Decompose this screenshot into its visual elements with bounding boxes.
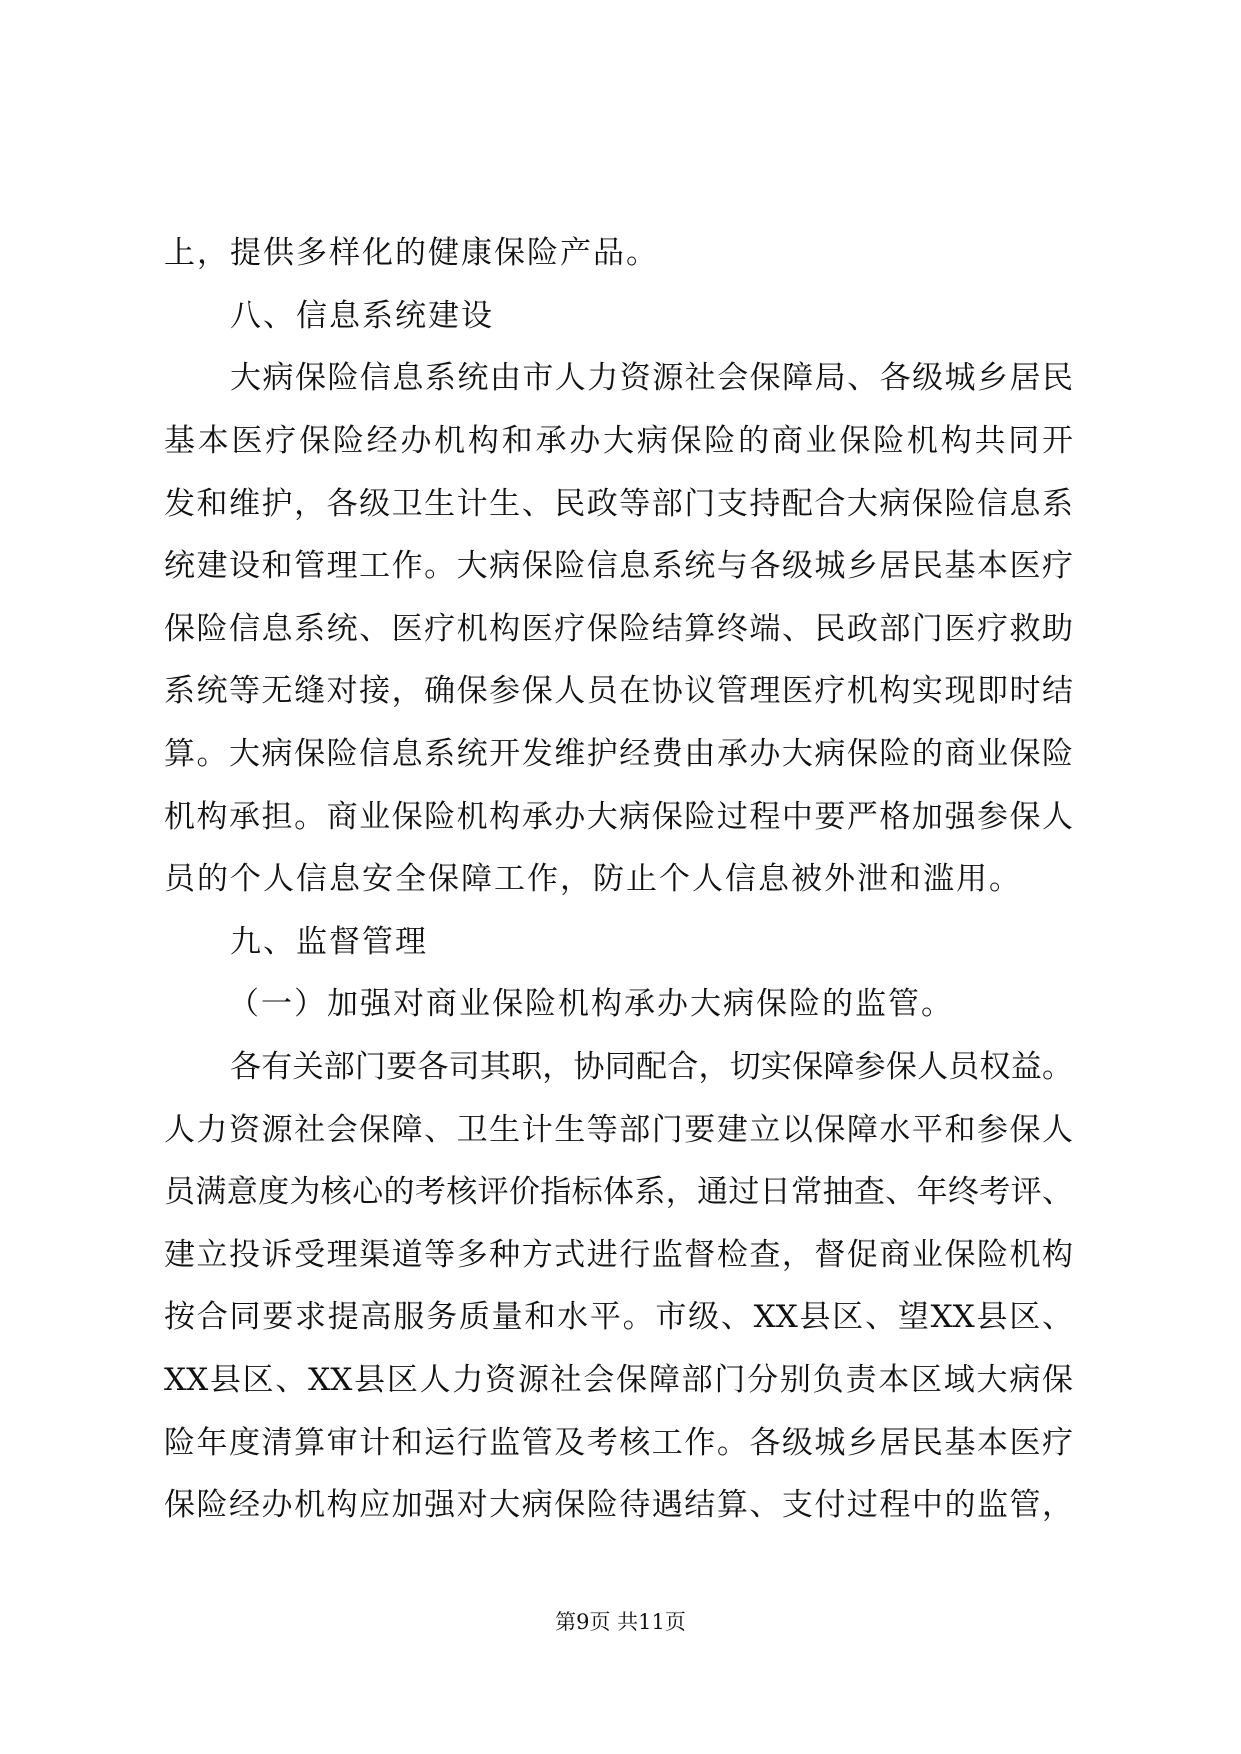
body-text-line: 统建设和管理工作。大病保险信息系统与各级城乡居民基本医疗 [164, 548, 1073, 584]
body-text-line: 机构承担。商业保险机构承办大病保险过程中要严格加强参保人 [164, 799, 1073, 835]
body-text-line: 保险经办机构应加强对大病保险待遇结算、支付过程中的监管， [164, 1487, 1073, 1523]
section-heading: 八、信息系统建设 [230, 298, 494, 334]
page-number-footer: 第9页 共11页 [555, 1610, 686, 1634]
body-text-line: 按合同要求提高服务质量和水平。市级、XX县区、望XX县区、 [164, 1299, 1073, 1335]
body-text-line: 算。大病保险信息系统开发维护经费由承办大病保险的商业保险 [164, 736, 1073, 772]
body-text-line: XX县区、XX县区人力资源社会保障部门分别负责本区域大病保 [164, 1362, 1073, 1398]
body-text-line: 大病保险信息系统由市人力资源社会保障局、各级城乡居民 [230, 360, 1073, 396]
body-text-line: 基本医疗保险经办机构和承办大病保险的商业保险机构共同开 [164, 423, 1073, 459]
body-text-line: 建立投诉受理渠道等多种方式进行监督检查，督促商业保险机构 [164, 1237, 1073, 1273]
body-text-line: 员满意度为核心的考核评价指标体系，通过日常抽查、年终考评、 [164, 1174, 1073, 1210]
section-heading: 九、监督管理 [230, 924, 428, 960]
subsection-heading: （一）加强对商业保险机构承办大病保险的监管。 [228, 986, 954, 1022]
body-text-line: 发和维护，各级卫生计生、民政等部门支持配合大病保险信息系 [164, 486, 1073, 522]
body-text-line: 系统等无缝对接，确保参保人员在协议管理医疗机构实现即时结 [164, 673, 1073, 709]
body-text-line: 人力资源社会保障、卫生计生等部门要建立以保障水平和参保人 [164, 1112, 1073, 1148]
body-text-line: 保险信息系统、医疗机构医疗保险结算终端、民政部门医疗救助 [164, 611, 1073, 647]
body-text-line: 员的个人信息安全保障工作，防止个人信息被外泄和滥用。 [164, 861, 1022, 897]
body-text-line: 险年度清算审计和运行监管及考核工作。各级城乡居民基本医疗 [164, 1425, 1073, 1461]
body-text-line: 各有关部门要各司其职，协同配合，切实保障参保人员权益。 [230, 1049, 1073, 1085]
body-text-line: 上，提供多样化的健康保险产品。 [164, 235, 659, 271]
